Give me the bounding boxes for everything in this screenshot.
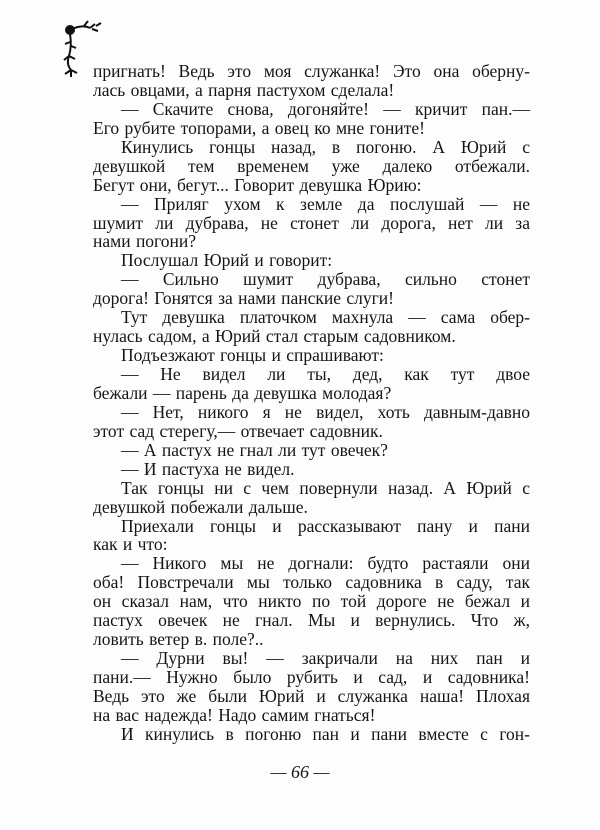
- text-line: Ведь это же были Юрий и служанка наша! Плохая: [93, 685, 530, 706]
- text-line: Бегут они, бегут... Говорит девушка Юрию:: [93, 174, 422, 195]
- page-number: — 66 —: [270, 762, 330, 782]
- text-line: Так гонцы ни с чем повернули назад. А Юрий с: [121, 477, 530, 498]
- text-line: бежали — парень да девушка молодая?: [93, 382, 392, 403]
- text-line: — Нет, никого я не видел, хоть давным-давно: [121, 401, 530, 422]
- text-line: пригнать! Ведь это моя служанка! Это она оберну-: [93, 61, 530, 81]
- text-line: шумит ли дубрава, не стонет ли дорога, нет ли за: [93, 212, 530, 233]
- text-line: дорога! Гонятся за нами панские слуги!: [93, 288, 394, 309]
- text-line: нулась садом, а Юрий стал старым садовником.: [93, 326, 456, 347]
- text-line: этот сад стерегу,— отвечает садовник.: [93, 420, 383, 441]
- text-line: оба! Повстречали мы только садовника в саду, так: [93, 572, 530, 593]
- text-line: — Приляг ухом к земле да послушай — не: [121, 193, 530, 214]
- text-line: — Сильно шумит дубрава, сильно стонет: [121, 269, 530, 290]
- text-line: Приехали гонцы и рассказывают пану и пани: [121, 515, 530, 536]
- body-text: [93, 62, 530, 744]
- text-line: Подъезжают гонцы и спрашивают:: [121, 345, 384, 366]
- text-line: Его рубите топорами, а овец ко мне гоните!: [93, 117, 425, 138]
- text-line: ловить ветер в. поле?..: [93, 629, 264, 650]
- text-line: нами погони?: [93, 231, 197, 252]
- text-line: на вас надежда! Надо самим гнаться!: [93, 704, 376, 725]
- text-line: — А пастух не гнал ли тут овечек?: [121, 439, 388, 460]
- text-line: Тут девушка платочком махнула — сама обер-: [121, 307, 530, 328]
- text-line: — Не видел ли ты, дед, как тут двое: [121, 364, 530, 384]
- text-line: — И пастуха не видел.: [121, 458, 295, 479]
- text-line: девушкой тем временем уже далеко отбежали.: [93, 155, 530, 176]
- text-line: пани.— Нужно было рубить и сад, и садовника!: [93, 667, 530, 687]
- text-line: девушкой побежали дальше.: [93, 496, 308, 517]
- text-line: Послушал Юрий и говорит:: [121, 250, 333, 271]
- text-line: — Никого мы не догнали: будто растаяли они: [121, 553, 530, 574]
- text-line: как и что:: [93, 534, 168, 555]
- text-line: пастух овечек не гнал. Мы и вернулись. Что ж,: [93, 610, 530, 631]
- text-line: он сказал нам, что никто по той дороге не бежал и: [93, 591, 530, 612]
- text-line: — Скачите снова, догоняйте! — кричит пан.—: [121, 98, 530, 119]
- text-line: Кинулись гонцы назад, в погоню. А Юрий с: [121, 136, 530, 157]
- text-line: И кинулись в погоню пан и пани вместе с гон-: [121, 723, 530, 744]
- text-line: лась овцами, а парня пастухом сделала!: [93, 79, 395, 100]
- text-line: — Дурни вы! — закричали на них пан и: [121, 648, 530, 669]
